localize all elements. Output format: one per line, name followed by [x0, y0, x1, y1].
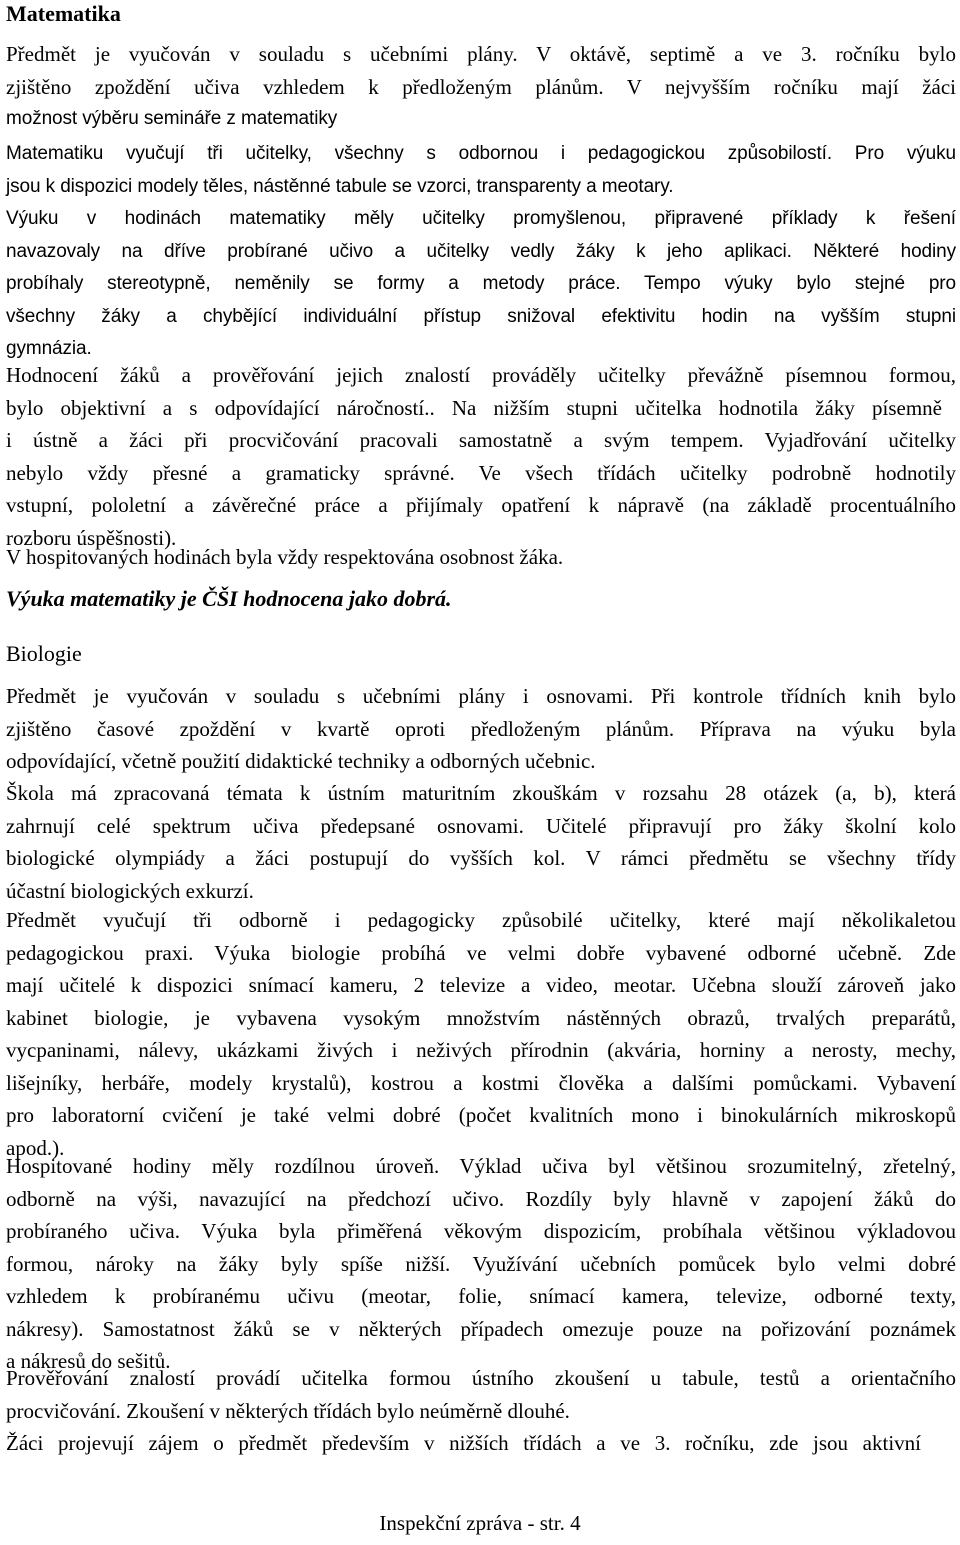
paragraph-bio-5 — [6, 1362, 956, 1427]
text-line: Hodnocení žáků a prověřování jejich znalostí prováděly učitelky převážně písemnou formou, — [6, 363, 956, 387]
text-line: vzhledem k probíranému učivu (meotar, folie, snímací kamera, televize, odborné texty, — [6, 1284, 956, 1308]
paragraph-mat-5 — [6, 541, 563, 574]
text-line: Výuku v hodinách matematiky měly učitelky promyšlenou, připravené příklady k řešení — [6, 208, 956, 229]
text-line: probíraného učiva. Výuka byla přiměřená věkovým dispozicím, probíhala většinou výkladovou — [6, 1219, 956, 1243]
text-line: jsou k dispozici modely těles, nástěnné tabule se vzorci, transparenty a meotary. — [6, 175, 674, 197]
text-line: lišejníky, herbáře, modely krystalů), kostrou a kostmi člověka a dalšími pomůckami. Vybavení — [6, 1070, 956, 1095]
text-line: nebylo vždy přesné a gramaticky správné. Ve všech třídách učitelky podrobně hodnotily — [6, 460, 956, 485]
paragraph-mat-3 — [6, 203, 956, 366]
text-line: Prověřování znalostí provádí učitelka formou ústního zkoušení u tabule, testů a orientačního — [6, 1366, 956, 1390]
text-line: mají učitelé k dispozici snímací kameru, 2 televize a video, meotar. Učebna slouží zároveň jako — [6, 973, 956, 997]
paragraph-mat-2 — [6, 138, 956, 203]
text-line: odborně na výši, navazující na předchozí učivo. Rozdíly byly hlavně v zapojení žáků do — [6, 1186, 956, 1211]
text-line: Hospitované hodiny měly rozdílnou úroveň. Výklad učiva byl většinou srozumitelný, zřetelný, — [6, 1154, 956, 1178]
text-line: Předmět je vyučován v souladu s učebními plány. V oktávě, septimě a ve 3. ročníku bylo — [6, 42, 956, 66]
text-line: rozboru úspěšnosti). — [6, 525, 177, 550]
text-line: formou, nároky na žáky byly spíše nižší. Využívání učebních pomůcek bylo velmi dobré — [6, 1251, 956, 1276]
text-line: Žáci projevují zájem o předmět především v nižších třídách a ve 3. ročníku, zde jsou aktivní — [6, 1431, 921, 1455]
text-line: V hospitovaných hodinách byla vždy respektována osobnost žáka. — [6, 545, 564, 569]
text-line: gymnázia. — [6, 338, 92, 359]
text-line: kabinet biologie, je vybavena vysokým množstvím nástěnných obrazů, trvalých preparátů, — [6, 1005, 956, 1030]
text-line: zjištěno časové zpoždění v kvartě oproti předloženým plánům. Příprava na výuku byla — [6, 716, 956, 741]
text-line: Matematiku vyučují tři učitelky, všechny s odbornou i pedagogickou způsobilostí. Pro výuku — [6, 143, 956, 164]
section-heading-matematika: Matematika — [6, 1, 121, 26]
text-line: zjištěno zpoždění učiva vzhledem k předloženým plánům. V nejvyšším ročníku mají žáci — [6, 74, 956, 99]
page-footer: Inspekční zpráva - str. 4 — [379, 1511, 581, 1535]
text-line: účastní biologických exkurzí. — [6, 878, 254, 903]
text-line: apod.). — [6, 1135, 65, 1160]
paragraph-bio-4 — [6, 1150, 956, 1378]
text-line: vstupní, pololetní a závěrečné práce a přijímaly opatření k nápravě (na základě procentuálního — [6, 493, 956, 517]
paragraph-mat-4 — [6, 359, 956, 554]
text-line: Škola má zpracovaná témata k ústním maturitním zkouškám v rozsahu 28 otázek (a, b), která — [6, 781, 956, 805]
text-line: procvičování. Zkoušení v některých třídách bylo neúměrně dlouhé. — [6, 1398, 570, 1423]
text-line: pedagogickou praxi. Výuka biologie probíhá ve velmi dobře vybavené odborné učebně. Zde — [6, 940, 956, 965]
text-line: bylo objektivní a s odpovídající náročností.. Na nižším stupni učitelka hodnotila žáky písemně — [6, 395, 942, 420]
text-line: pro laboratorní cvičení je také velmi dobré (počet kvalitních mono i binokulárních mikroskopů — [6, 1103, 956, 1127]
paragraph-bio-6 — [6, 1427, 956, 1460]
paragraph-mat-1-l3 — [6, 103, 337, 136]
text-line: a nákresů do sešitů. — [6, 1349, 171, 1373]
text-line: vycpaninami, nálevy, ukázkami živých i neživých přírodnin (akvária, horniny a nerosty, mechy, — [6, 1038, 956, 1062]
text-line: biologické olympiády a žáci postupují do vyšších kol. V rámci předmětu se všechny třídy — [6, 846, 956, 870]
text-line: navazovaly na dříve probírané učivo a učitelky vedly žáky k jeho aplikaci. Některé hodiny — [6, 240, 956, 262]
paragraph-bio-1 — [6, 680, 956, 778]
text-line: nákresy). Samostatnost žáků se v některých případech omezuje pouze na pořizování poznámek — [6, 1316, 956, 1341]
paragraph-bio-3 — [6, 904, 956, 1164]
text-line: probíhaly stereotypně, neměnily se formy a metody práce. Tempo výuky bylo stejné pro — [6, 273, 956, 294]
text-line: zahrnují celé spektrum učiva předepsané osnovami. Učitelé připravují pro žáky školní kolo — [6, 813, 956, 838]
paragraph-bio-2 — [6, 777, 956, 907]
text-line: odpovídající, včetně použití didaktické techniky a odborných učebnic. — [6, 749, 596, 773]
text-line: možnost výběru semináře z matematiky — [6, 108, 338, 129]
text-line: i ústně a žáci při procvičování pracovali samostatně a svým tempem. Vyjadřování učitelky — [6, 428, 956, 452]
paragraph-mat-1 — [6, 38, 956, 103]
section-heading-biologie: Biologie — [6, 641, 82, 666]
verdict-matematika: Výuka matematiky je ČŠI hodnocena jako dobrá. — [6, 586, 452, 611]
text-line: Předmět vyučují tři odborně i pedagogicky způsobilé učitelky, které mají několikaletou — [6, 908, 956, 932]
text-line: všechny žáky a chybějící individuální přístup snižoval efektivitu hodin na vyšším stupni — [6, 305, 956, 327]
text-line: Předmět je vyučován v souladu s učebními plány i osnovami. Při kontrole třídních knih bylo — [6, 684, 956, 708]
